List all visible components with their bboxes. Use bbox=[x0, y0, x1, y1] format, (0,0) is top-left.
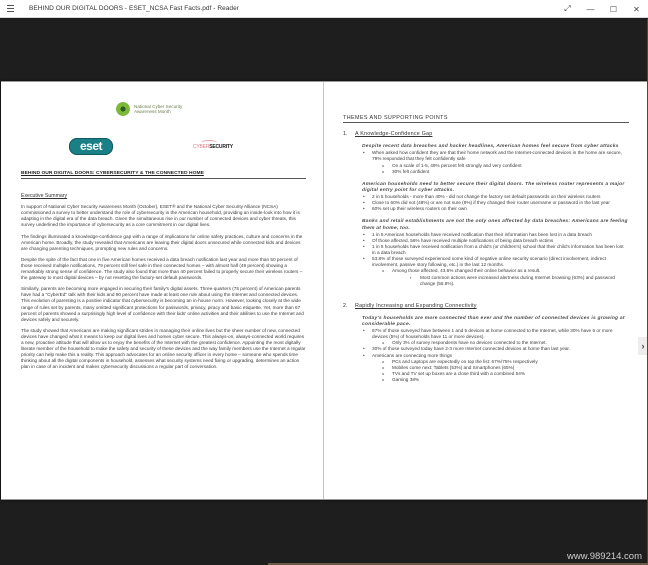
sub-bullet-item: o On a scale of 1-5, 49% percent felt strongly and very confident bbox=[382, 163, 628, 169]
document-viewer[interactable] bbox=[0, 19, 648, 565]
paragraph: In support of National Cyber Security Awareness Month (October), ESET® and the National Cyber Security Alliance (NCSA) commissioned a survey to better understand the role of cybersecurity in the American household, providing an inside-look into how it is adapting in the digital era of the data breach. Given the simultaneous rise in our number of connected devices and cyber threats, this survey underlined the importance of cybersecurity as a core commitment in our digital lives. bbox=[21, 204, 300, 228]
bullet-item: • 67% of those surveyed have between 1 and 5 devices at home connected to the Internet, while 30% have 6 or more devices (5%) of households have 11 or more devices). o Only 3% of survey respondents have no devices connected to the Internet. bbox=[362, 328, 628, 346]
executive-summary-title: Executive Summary bbox=[21, 193, 68, 200]
sub-bullet-item: o 30% felt confident bbox=[382, 169, 628, 175]
bullet-item: • Close to 60% did not (48%) or are not sure (9%) if they changed their router username or password in the last year bbox=[362, 200, 628, 206]
maximize-button[interactable]: ☐ bbox=[609, 4, 618, 14]
page-spread bbox=[1, 81, 648, 500]
document-heading: BEHIND OUR DIGITAL DOORS: CYBERSECURITY & THE CONNECTED HOME bbox=[21, 171, 306, 179]
next-page-arrow-icon[interactable]: › bbox=[638, 337, 648, 355]
minimize-button[interactable]: — bbox=[586, 4, 595, 14]
sub-bullet-item: o Gaming 38% bbox=[382, 377, 628, 383]
fullscreen-button[interactable]: ⤢ bbox=[564, 4, 571, 13]
lead-statement: Today's households are more connected than ever and the number of connected devices is growing at considerable pace. bbox=[362, 315, 625, 327]
bullet-item: • 1 in 5 American households have received notification that their information has been lost in a data breach bbox=[362, 232, 628, 238]
watermark: www.989214.com bbox=[567, 551, 642, 562]
sub-sub-bullet-item: ▪ Most common actions were increased alertness during Internet browsing (63%) and password change (55.8%). bbox=[410, 275, 628, 287]
pdf-page-1 bbox=[1, 82, 324, 499]
close-button[interactable]: ✕ bbox=[633, 4, 640, 14]
title-bar bbox=[0, 0, 648, 18]
ncsam-logo bbox=[116, 102, 182, 116]
sub-bullet-item: o Mobiles come next: Tablets (53%) and Smartphones (65%) bbox=[382, 365, 628, 371]
sub-bullet-item: o TVs and TV set up boxes are a close third with a combined 54% bbox=[382, 371, 628, 377]
section-2-body bbox=[362, 316, 628, 383]
paragraph: The study showed that Americans are making significant strides in managing their online lives but the sheer number of new, connected devices have changed what it means to keep our digital lives and homes cyber secure. This always-on, always-connected world requires a new, proactive attitude that will allow us to enjoy the benefits of the Internet with the greatest confidence. Appointing the most digitally literate member of the household to make the safety and security of these devices and the way family members use the Internet a regular priority can help make this a reality. This approach advocates for an online security officer in every home – someone who spends time thinking about all the digital components in household, assesses what security systems need fixing or upgrading, determines an action plan in case of an incident and makes cybersecurity discussions a regular part of conversation. bbox=[21, 327, 306, 370]
themes-heading: THEMES AND SUPPORTING POINTS bbox=[343, 115, 629, 123]
sub-bullet-item: o PCs and Laptops are expectedly on top the list: 67%/75% respectively bbox=[382, 359, 628, 365]
bullet-item: • 2 in 5 households - more than 40% - did not change the factory set default passwords on their wireless routers bbox=[362, 194, 628, 200]
logo-area bbox=[1, 82, 323, 157]
window-controls bbox=[556, 0, 648, 18]
bullet-item: • Of those affected, 56% have received multiple notifications of being data breach victims bbox=[362, 238, 628, 244]
stop-think-connect-logo: CYBERSECURITY bbox=[193, 144, 233, 150]
sub-bullet-item: o Only 3% of survey respondents have no devices connected to the Internet. bbox=[382, 340, 628, 346]
executive-summary-body bbox=[21, 204, 307, 370]
bullet-item: • Americans are connecting more things o PCs and Laptops are expectedly on top the list: 67%/75% respectively o Mobiles come next: Tablets (53%) and Smartphones (65%) o TVs and TV set up boxes are a close third with a combined 54% o Gaming 38% bbox=[362, 353, 628, 383]
lead-statement: Banks and retail establishments are not the only ones affected by data breaches: Americans are feeling them at home, too. bbox=[362, 219, 628, 231]
lead-statement: Despite recent data breaches and hacker headlines, American homes feel secure from cyber attacks bbox=[362, 144, 619, 150]
section-title-1: 1. A Knowledge-Confidence Gap bbox=[343, 131, 433, 138]
ncsam-line-1: National Cyber Security bbox=[134, 103, 183, 109]
ncsam-mark-icon bbox=[116, 102, 130, 116]
paragraph: The findings illuminated a knowledge-confidence gap with a range of implications for online safety practices, culture and concerns in the American home. Broadly, the study revealed that Americans are leaving their digital doors unsecured while connected kids and devices are changing parenting techniques, prompting new rules and concerns. bbox=[21, 233, 303, 251]
bullet-item: • 1 in 5 households have received notification from a child's (or children's) school that their child's information has been lost in a data breach bbox=[362, 244, 628, 256]
lead-statement: American households need to better secure their digital doors. The wireless router represents a major digital entry point for cyber attacks. bbox=[362, 181, 625, 193]
eset-logo: eset bbox=[69, 138, 113, 155]
bullet-item: • 60% set up their wireless routers on their own bbox=[362, 206, 628, 212]
sub-bullet-item: o Among those affected, 43.6% changed their online behavior as a result. ▪ Most common actions were increased alertness during Internet browsing (63%) and password change (55.8%). bbox=[382, 268, 628, 286]
ncsam-line-2: Awareness Month bbox=[134, 109, 171, 114]
window-title: BEHIND OUR DIGITAL DOORS - ESET_NCSA Fast Facts.pdf - Reader bbox=[29, 5, 239, 12]
bullet-item: • 53.8% of those surveyed experienced some kind of negative online security scenario (direct involvement, indirect involvement, passive story following, etc.) in the last 12 months. o Among those affected, 43.6% changed their online behavior as a result. ▪ Most common actions were increased alertness during Internet browsing (63%) and password change (55.8%). bbox=[362, 256, 628, 286]
paragraph: Similarly, parents are becoming more engaged in securing their family's digital assets. Three-quarters (75 percent) of American parents have had a "CyberEd" talk with their kids and 90 percent have made at least one rule about using the Internet and connected devices. This evolution of parenting is a positive indicator that cybersecurity is becoming an in-house norm. However, looking closely at the wide range of rules set by parents, many omitted significant protections for passwords, privacy, piracy and basic etiquette. Yet, more than 67 percent of parents showed a surprisingly high level of confidence with their kids' online activities and their abilities to use the Internet and devices safely and securely. bbox=[21, 286, 304, 322]
paragraph: Despite the spite of the fact that one in five American homes received a data breach notification last year and more than 50 percent of those received multiple notifications, 79 percent still feel safe in their connected homes – with almost half (49 percent) showing a remarkably strong sense of confidence. The study also found that more than 40 percent failed to properly secure their wireless routers – the gateway to most digital devices – by not resetting the factory-set default passwords. bbox=[21, 256, 303, 281]
pdf-page-2 bbox=[325, 82, 648, 499]
bullet-item: • When asked how confident they are that their home network and the Internet-connected devices in the home are secure, 79% responded that they felt confidently safe o On a scale of 1-5, 49% percent felt strongly and very confident o 30% felt confident bbox=[362, 150, 628, 174]
section-title-2: 2. Rapidly Increasing and Expanding Connectivity bbox=[343, 302, 477, 309]
section-1-body bbox=[362, 144, 628, 287]
bullet-item: • 30% of those surveyed today have 2-3 more Internet connected devices at home than last year. bbox=[362, 346, 628, 352]
hamburger-menu-icon[interactable] bbox=[1, 0, 19, 18]
